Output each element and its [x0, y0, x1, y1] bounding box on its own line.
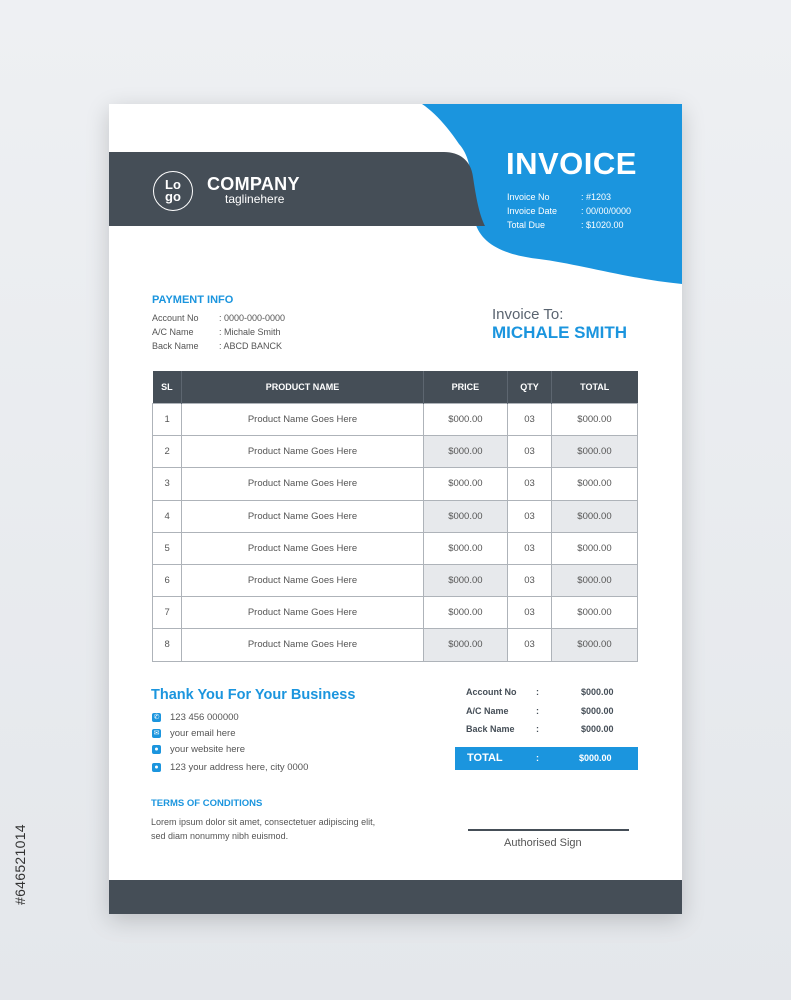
contact-phone: ✆ 123 456 000000	[153, 712, 239, 723]
cell-qty: 03	[508, 468, 552, 500]
cell-qty: 03	[508, 629, 552, 661]
invoice-to-name: MICHALE SMITH	[492, 323, 628, 342]
cell-product: Product Name Goes Here	[182, 500, 423, 532]
invoice-title: INVOICE	[506, 146, 637, 181]
cell-sl: 3	[153, 468, 182, 500]
cell-qty: 03	[508, 532, 552, 564]
contact-address: ● 123 your address here, city 0000	[152, 762, 308, 773]
header-total: TOTAL	[551, 371, 637, 404]
cell-product: Product Name Goes Here	[182, 436, 423, 468]
header-product: PRODUCT NAME	[182, 371, 423, 404]
cell-total: $000.00	[551, 597, 637, 629]
table-row	[153, 500, 638, 532]
cell-sl: 4	[153, 500, 182, 532]
cell-product: Product Name Goes Here	[182, 404, 423, 436]
cell-total: $000.00	[551, 436, 637, 468]
contact-email: ✉ your email here	[153, 728, 236, 739]
cell-price: $000.00	[423, 468, 508, 500]
table-row	[153, 564, 638, 596]
cell-total: $000.00	[551, 564, 637, 596]
cell-price: $000.00	[423, 629, 508, 661]
table-row	[153, 436, 638, 468]
cell-total: $000.00	[551, 532, 637, 564]
cell-total: $000.00	[551, 500, 637, 532]
cell-sl: 8	[153, 629, 182, 661]
cell-price: $000.00	[423, 532, 508, 564]
cell-price: $000.00	[423, 597, 508, 629]
website-icon: ●	[152, 745, 161, 754]
phone-icon: ✆	[153, 713, 160, 721]
invoice-to-label: Invoice To:	[492, 306, 564, 323]
email-icon: ✉	[153, 729, 160, 737]
cell-qty: 03	[508, 564, 552, 596]
cell-product: Product Name Goes Here	[182, 629, 423, 661]
cell-qty: 03	[508, 404, 552, 436]
cell-price: $000.00	[423, 500, 508, 532]
table-row	[153, 532, 638, 564]
cell-price: $000.00	[423, 564, 508, 596]
cell-price: $000.00	[423, 404, 508, 436]
total-bar: TOTAL : $000.00	[455, 747, 638, 770]
cell-price: $000.00	[423, 436, 508, 468]
cell-sl: 7	[153, 597, 182, 629]
terms-title: TERMS OF CONDITIONS	[151, 798, 263, 809]
thanks-heading: Thank You For Your Business	[151, 687, 356, 703]
contact-website: ● your website here	[152, 744, 245, 755]
cell-product: Product Name Goes Here	[182, 597, 423, 629]
cell-sl: 1	[153, 404, 182, 436]
cell-sl: 2	[153, 436, 182, 468]
footer-band	[109, 880, 682, 914]
cell-product: Product Name Goes Here	[182, 468, 423, 500]
table-row	[153, 597, 638, 629]
logo: Lo go	[153, 171, 193, 211]
company-tagline: taglinehere	[225, 192, 285, 206]
header-price: PRICE	[423, 371, 508, 404]
table-row	[153, 629, 638, 661]
header-qty: QTY	[508, 371, 552, 404]
cell-qty: 03	[508, 436, 552, 468]
cell-qty: 03	[508, 500, 552, 532]
cell-product: Product Name Goes Here	[182, 564, 423, 596]
company-name: COMPANY	[207, 174, 300, 194]
signature-label: Authorised Sign	[504, 837, 582, 849]
table-row	[153, 404, 638, 436]
cell-sl: 5	[153, 532, 182, 564]
terms-text: Lorem ipsum dolor sit amet, consectetuer adipiscing elit, sed diam nonummy nibh euismod.	[151, 817, 376, 841]
invoice-sheet: Lo go COMPANY taglinehere INVOICE Invoice No : #1203 Invoice Date : 00/00/0000 Total Due : $1020.00 PAYMENT INFO Account No : 0000-000-0000 A/C Name : Michale Smith Back Name : ABCD BANCK Invoice To: MICHALE SMITH SL PRODUCT NAME PRICE QTY TOTAL 1 Product Name Goes Here $000.00 03 $000.00 2 Product Name Goes Here $000.00 03 $000.00 3 Product Name Goes Here $000.00 03 $000.00 4 Product Name Goes Here $000.00 03 $000.00 5 Product Name Goes Here $000.00 03 $000.00 6 Product Name Goes Here $000.00 03 $000.00 7 Product Name Goes Here $000.00 03 $000.00 8 Product Name Goes Here $000.00 03 $000.00 Thank You For Your Business ✆ 123 456 000000 ✉ your email here ● your website here ● 123 your address here, city 0000 TERMS OF CONDITIONS Lorem ipsum dolor sit amet, consectetuer adipiscing elit, sed diam nonummy nibh euismod. Account No : $000.00 A/C Name : $000.00 Back Name : $000.00 TOTAL : $000.00 Authorised Sign	[109, 104, 682, 914]
cell-total: $000.00	[551, 468, 637, 500]
cell-qty: 03	[508, 597, 552, 629]
header-sl: SL	[153, 371, 182, 404]
signature-line	[468, 829, 629, 831]
cell-total: $000.00	[551, 629, 637, 661]
payment-info-title: PAYMENT INFO	[152, 294, 234, 306]
cell-product: Product Name Goes Here	[182, 532, 423, 564]
cell-total: $000.00	[551, 404, 637, 436]
table-header-row	[153, 371, 638, 404]
location-icon: ●	[152, 763, 161, 772]
cell-sl: 6	[153, 564, 182, 596]
table-row	[153, 468, 638, 500]
items-table	[152, 371, 638, 662]
stock-id: #646521014	[12, 824, 28, 905]
